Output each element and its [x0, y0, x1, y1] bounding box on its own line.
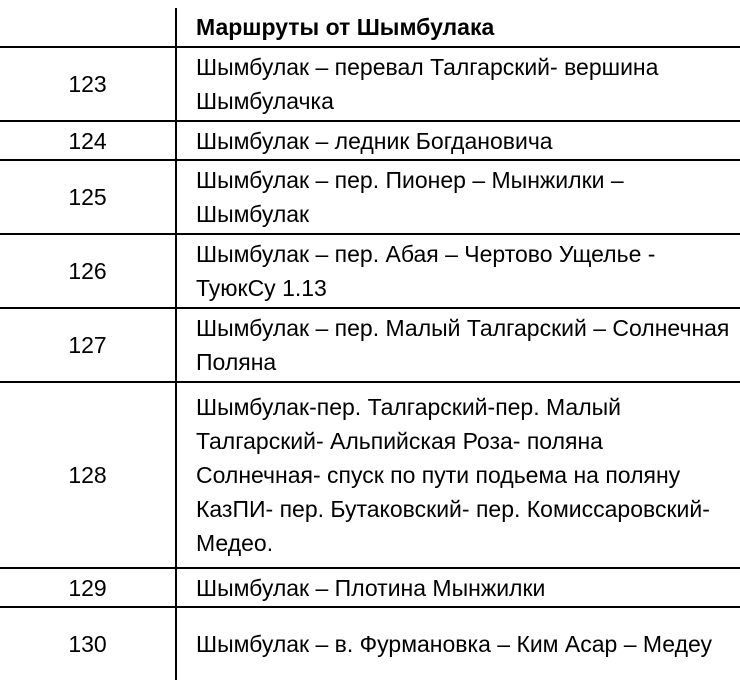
routes-table — [0, 8, 740, 680]
table-row — [0, 47, 740, 121]
table-row — [0, 160, 740, 234]
route-number: 128 — [0, 382, 176, 568]
route-number: 126 — [0, 234, 176, 308]
route-number: 123 — [0, 47, 176, 121]
route-description: Шымбулак-пер. Талгарский-пер. Малый Талгарский- Альпийская Роза- поляна Солнечная- спуск по пути подьема на поляну КазПИ- пер. Бутаковский- пер. Комиссаровский- Медео. — [176, 382, 740, 568]
route-number: 129 — [0, 568, 176, 607]
table-header-row — [0, 8, 740, 47]
table-row — [0, 607, 740, 680]
route-description: Шымбулак – пер. Абая – Чертово Ущелье - ТуюкСу 1.13 — [176, 234, 740, 308]
header-title-cell: Маршруты от Шымбулака — [176, 8, 740, 47]
header-number-cell — [0, 8, 176, 47]
route-description: Шымбулак – Плотина Мынжилки — [176, 568, 740, 607]
table-row — [0, 382, 740, 568]
table-row — [0, 234, 740, 308]
route-description: Шымбулак – ледник Богдановича — [176, 121, 740, 160]
table-row — [0, 121, 740, 160]
route-description: Шымбулак – перевал Талгарский- вершина Шымбулачка — [176, 47, 740, 121]
route-description: Шымбулак – пер. Малый Талгарский – Солнечная Поляна — [176, 308, 740, 382]
table-row — [0, 568, 740, 607]
route-number: 124 — [0, 121, 176, 160]
route-description: Шымбулак – в. Фурмановка – Ким Асар – Медеу — [196, 631, 713, 657]
route-number: 130 — [0, 607, 176, 680]
route-description: Шымбулак – пер. Пионер – Мынжилки – Шымбулак — [176, 160, 740, 234]
route-number: 127 — [0, 308, 176, 382]
route-number: 125 — [0, 160, 176, 234]
table-row — [0, 308, 740, 382]
